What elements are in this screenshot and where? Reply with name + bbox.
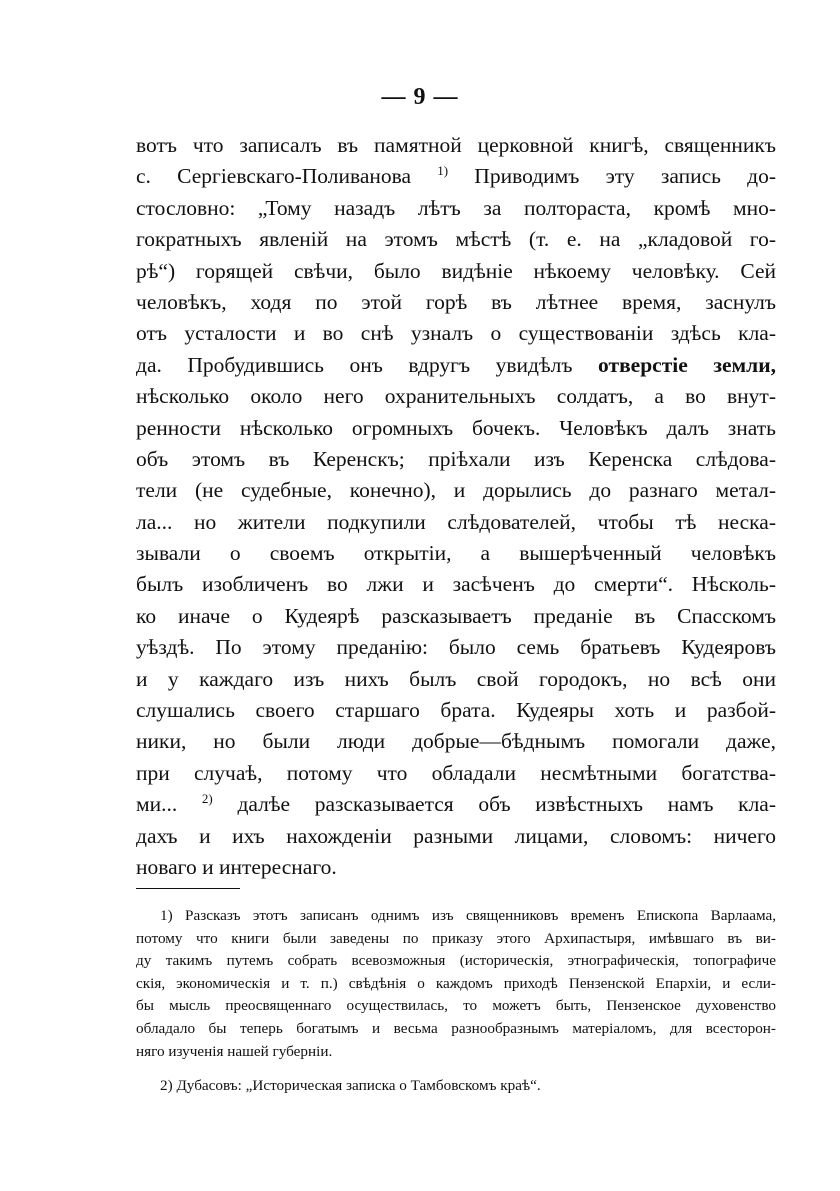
text-line: рѣ“) горящей свѣчи, было видѣніе нѣкоему человѣку. Сей xyxy=(136,258,776,283)
text-line: ники, но были люди добрые—бѣднымъ помогали даже, xyxy=(136,729,776,754)
text-line: гократныхъ явленій на этомъ мѣстѣ (т. е. на „кладовой го- xyxy=(136,227,776,252)
footnote-reference-2: 2) xyxy=(201,791,213,807)
footnote-line: 1) Разсказъ этотъ записанъ однимъ изъ священниковъ временъ Епископа Варлаама, xyxy=(160,907,776,924)
text-line: тели (не судебные, конечно), и дорылись до разнаго метал- xyxy=(136,478,776,503)
footnote-line: скія, экономическія и т. п.) свѣдѣнія о каждомъ приходѣ Пензенской Епархіи, и если- xyxy=(136,974,776,992)
footnote-reference-1: 1) xyxy=(437,163,449,179)
footnote-line: потому что книги были заведены по приказу этого Архипастыря, имѣвшаго въ ви- xyxy=(136,929,776,947)
text-line: уѣздѣ. По этому преданію: было семь братьевъ Кудеяровъ xyxy=(136,635,776,660)
footnote-line: няго изученія нашей губерніи. xyxy=(136,1042,333,1060)
footnote-2 xyxy=(136,1075,776,1098)
text-line: при случаѣ, потому что обладали несмѣтными богатства- xyxy=(136,760,776,785)
text-line: ми... $^{2)}$ далѣе разсказывается объ извѣстныхъ намъ кла- xyxy=(136,791,776,817)
page-number: — 9 — xyxy=(381,84,459,110)
text-line: человѣкъ, ходя по этой горѣ въ лѣтнее время, заснулъ xyxy=(136,289,776,314)
text-line: ла... но жители подкупили слѣдователей, чтобы тѣ неска- xyxy=(136,509,776,534)
main-text xyxy=(136,130,776,883)
text-line: и у каждаго изъ нихъ былъ свой городокъ, но всѣ они xyxy=(136,666,776,691)
text-line: былъ изобличенъ во лжи и засѣченъ до смерти“. Нѣсколь- xyxy=(136,572,776,597)
footnote-line: ду такимъ путемъ собрать всевозможныя (историческія, этнографическія, топографиче xyxy=(136,952,776,970)
text-line: ренности нѣсколько огромныхъ бочекъ. Человѣкъ далъ знать xyxy=(136,415,776,440)
footnote-line: бы мысль преосвященнаго осуществилась, то можетъ быть, Пензенское духовенство xyxy=(136,997,776,1015)
text-line: объ этомъ въ Керенскъ; пріѣхали изъ Керенска слѣдова- xyxy=(136,446,776,471)
text-line: нѣсколько около него охранительныхъ солдатъ, а во внут- xyxy=(136,384,776,409)
text-line: новаго и интереснаго. xyxy=(136,854,337,879)
text-line: стословно: „Тому назадъ лѣтъ за полтораста, кромѣ мно- xyxy=(136,195,776,220)
text-line: слушались своего старшаго брата. Кудеяры хоть и разбой- xyxy=(136,698,776,723)
text-line: с. Сергіевскаго-Поливанова $^{1)}$ Приводимъ эту запись до- xyxy=(136,163,776,189)
text-line: ко иначе о Кудеярѣ разсказываетъ преданіе въ Спасскомъ xyxy=(136,603,776,628)
text-line: отъ усталости и во снѣ узналъ о существованіи здѣсь кла- xyxy=(136,321,776,346)
footnote-divider xyxy=(136,888,240,889)
text-line: вотъ что записалъ въ памятной церковной книгѣ, священникъ xyxy=(136,133,776,157)
footnotes xyxy=(136,905,776,1098)
emphasized-phrase: отверстіе земли, xyxy=(598,352,776,377)
footnote-line: 2) Дубасовъ: „Историческая записка о Тамбовскомъ краѣ“. xyxy=(160,1077,541,1095)
text-line: да. Пробудившись онъ вдругъ увидѣлъ отверстіе земли, xyxy=(136,352,776,377)
footnote-1 xyxy=(136,905,776,1063)
text-line: дахъ и ихъ нахожденіи разными лицами, словомъ: ничего xyxy=(136,823,776,848)
text-line: зывали о своемъ открытіи, а вышерѣченный человѣкъ xyxy=(136,541,776,566)
footnote-line: обладало бы теперь богатымъ и весьма разнообразнымъ матеріаломъ, для всесторон- xyxy=(136,1019,776,1037)
